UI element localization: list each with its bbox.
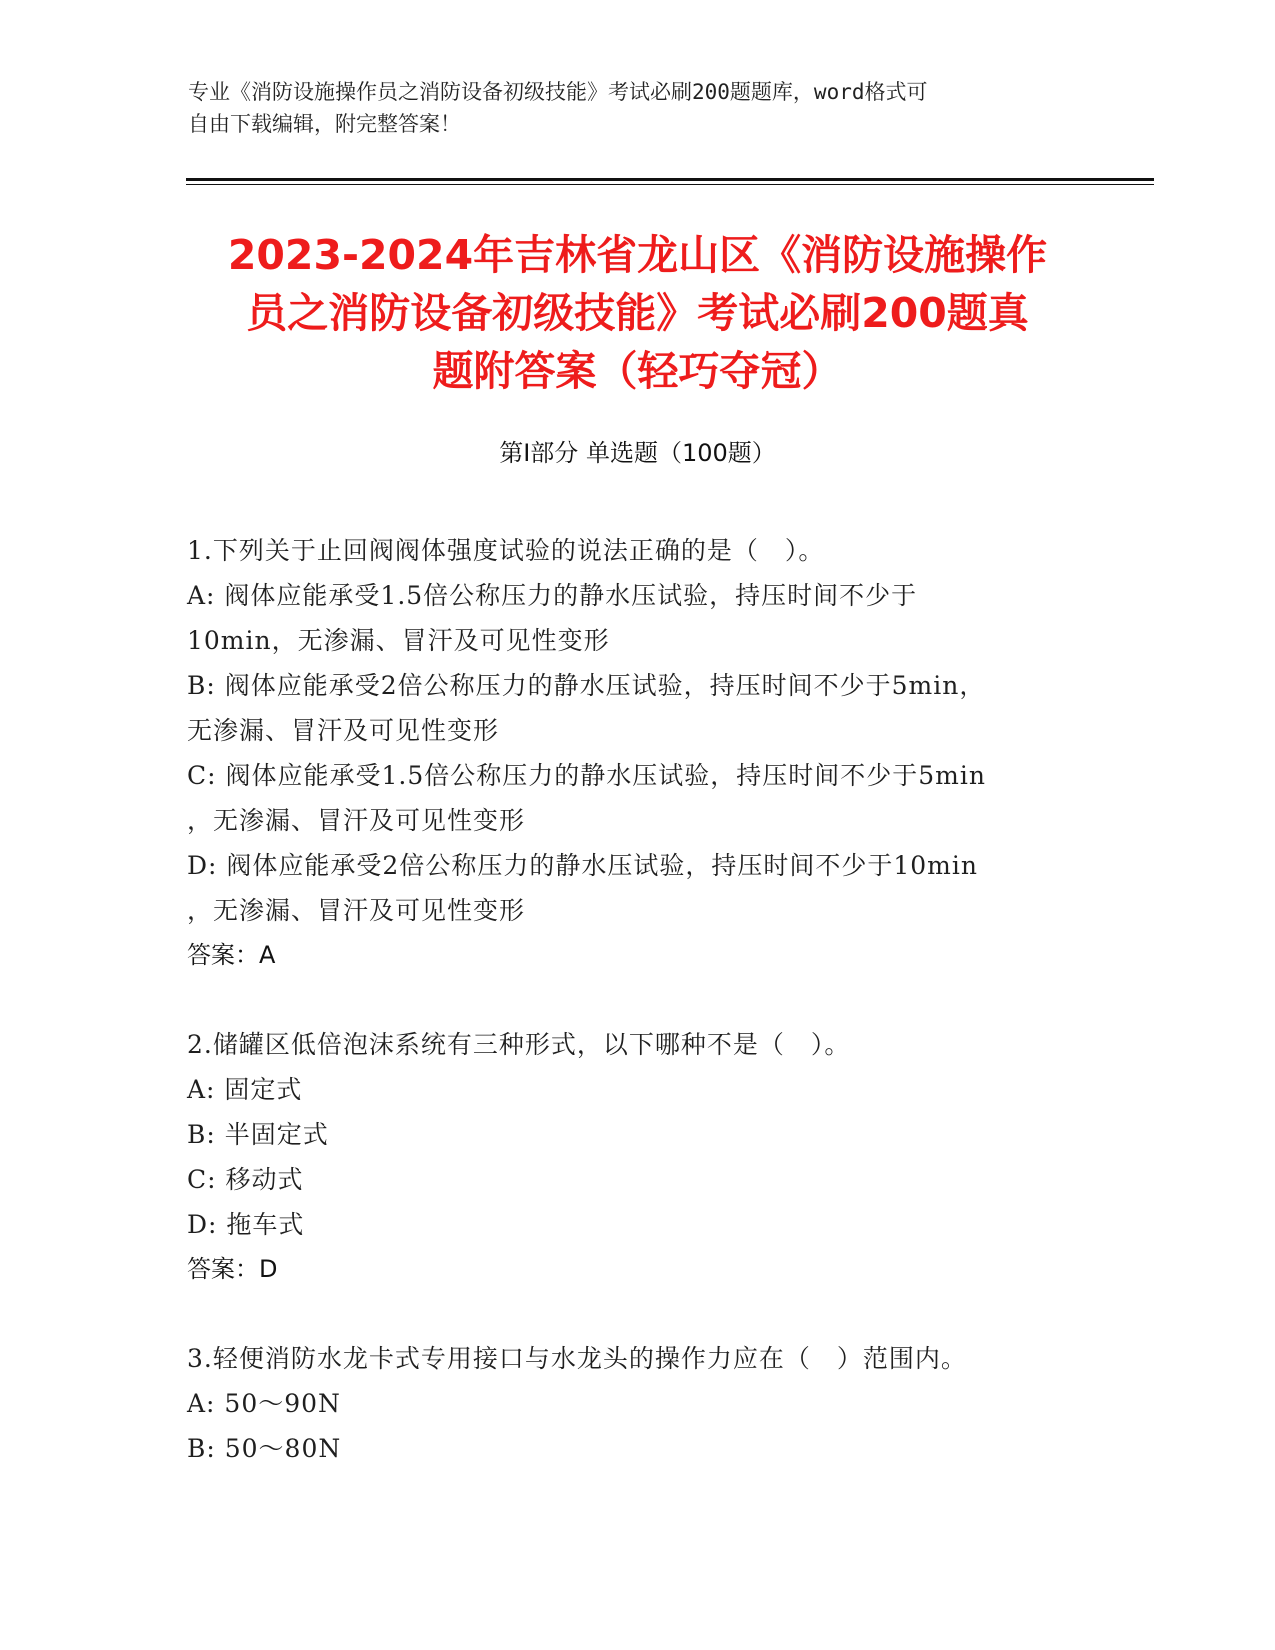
- option-b: B: 50～80N: [187, 1434, 342, 1463]
- option-b: B: 半固定式: [187, 1120, 329, 1149]
- question-stem: 1.下列关于止回阀阀体强度试验的说法正确的是（ ）。: [187, 536, 825, 565]
- option-d-line-2: ，无渗漏、冒汗及可见性变形: [187, 896, 526, 925]
- title-line-2: 员之消防设备初级技能》考试必刷200题真: [246, 289, 1029, 337]
- question-1: [187, 528, 1087, 978]
- header-note-line-2: 自由下载编辑，附完整答案！: [188, 112, 461, 136]
- question-2: [187, 1022, 1087, 1292]
- question-stem: 3.轻便消防水龙卡式专用接口与水龙头的操作力应在（ ）范围内。: [187, 1344, 967, 1373]
- header-divider-thin: [186, 184, 1154, 185]
- document-header-note: [188, 76, 1088, 140]
- header-divider-thick: [186, 178, 1154, 181]
- option-a-line-2: 10min，无渗漏、冒汗及可见性变形: [187, 626, 610, 655]
- option-c-line-2: ，无渗漏、冒汗及可见性变形: [187, 806, 526, 835]
- option-c: C: 移动式: [187, 1165, 304, 1194]
- section-heading: 第Ⅰ部分 单选题（100题）: [499, 439, 776, 467]
- question-list: [187, 528, 1087, 1515]
- question-3: [187, 1336, 1087, 1471]
- option-a-line-1: A: 阀体应能承受1.5倍公称压力的静水压试验，持压时间不少于: [187, 581, 918, 610]
- question-stem: 2.储罐区低倍泡沫系统有三种形式，以下哪种不是（ ）。: [187, 1030, 851, 1059]
- option-c-line-1: C: 阀体应能承受1.5倍公称压力的静水压试验，持压时间不少于5min: [187, 761, 986, 790]
- option-d: D: 拖车式: [187, 1210, 305, 1239]
- title-line-1: 2023-2024年吉林省龙山区《消防设施操作: [227, 231, 1048, 279]
- option-b-line-1: B: 阀体应能承受2倍公称压力的静水压试验，持压时间不少于5min，: [187, 671, 986, 700]
- option-b-line-2: 无渗漏、冒汗及可见性变形: [187, 716, 500, 745]
- answer: 答案：D: [187, 1255, 278, 1283]
- header-note-line-1: 专业《消防设施操作员之消防设备初级技能》考试必刷200题题库，word格式可: [188, 80, 928, 104]
- answer: 答案：A: [187, 941, 276, 969]
- document-title: [150, 226, 1125, 400]
- option-a: A: 固定式: [187, 1075, 303, 1104]
- option-d-line-1: D: 阀体应能承受2倍公称压力的静水压试验，持压时间不少于10min: [187, 851, 978, 880]
- option-a: A: 50～90N: [187, 1389, 341, 1418]
- title-line-3: 题附答案（轻巧夺冠）: [432, 347, 843, 395]
